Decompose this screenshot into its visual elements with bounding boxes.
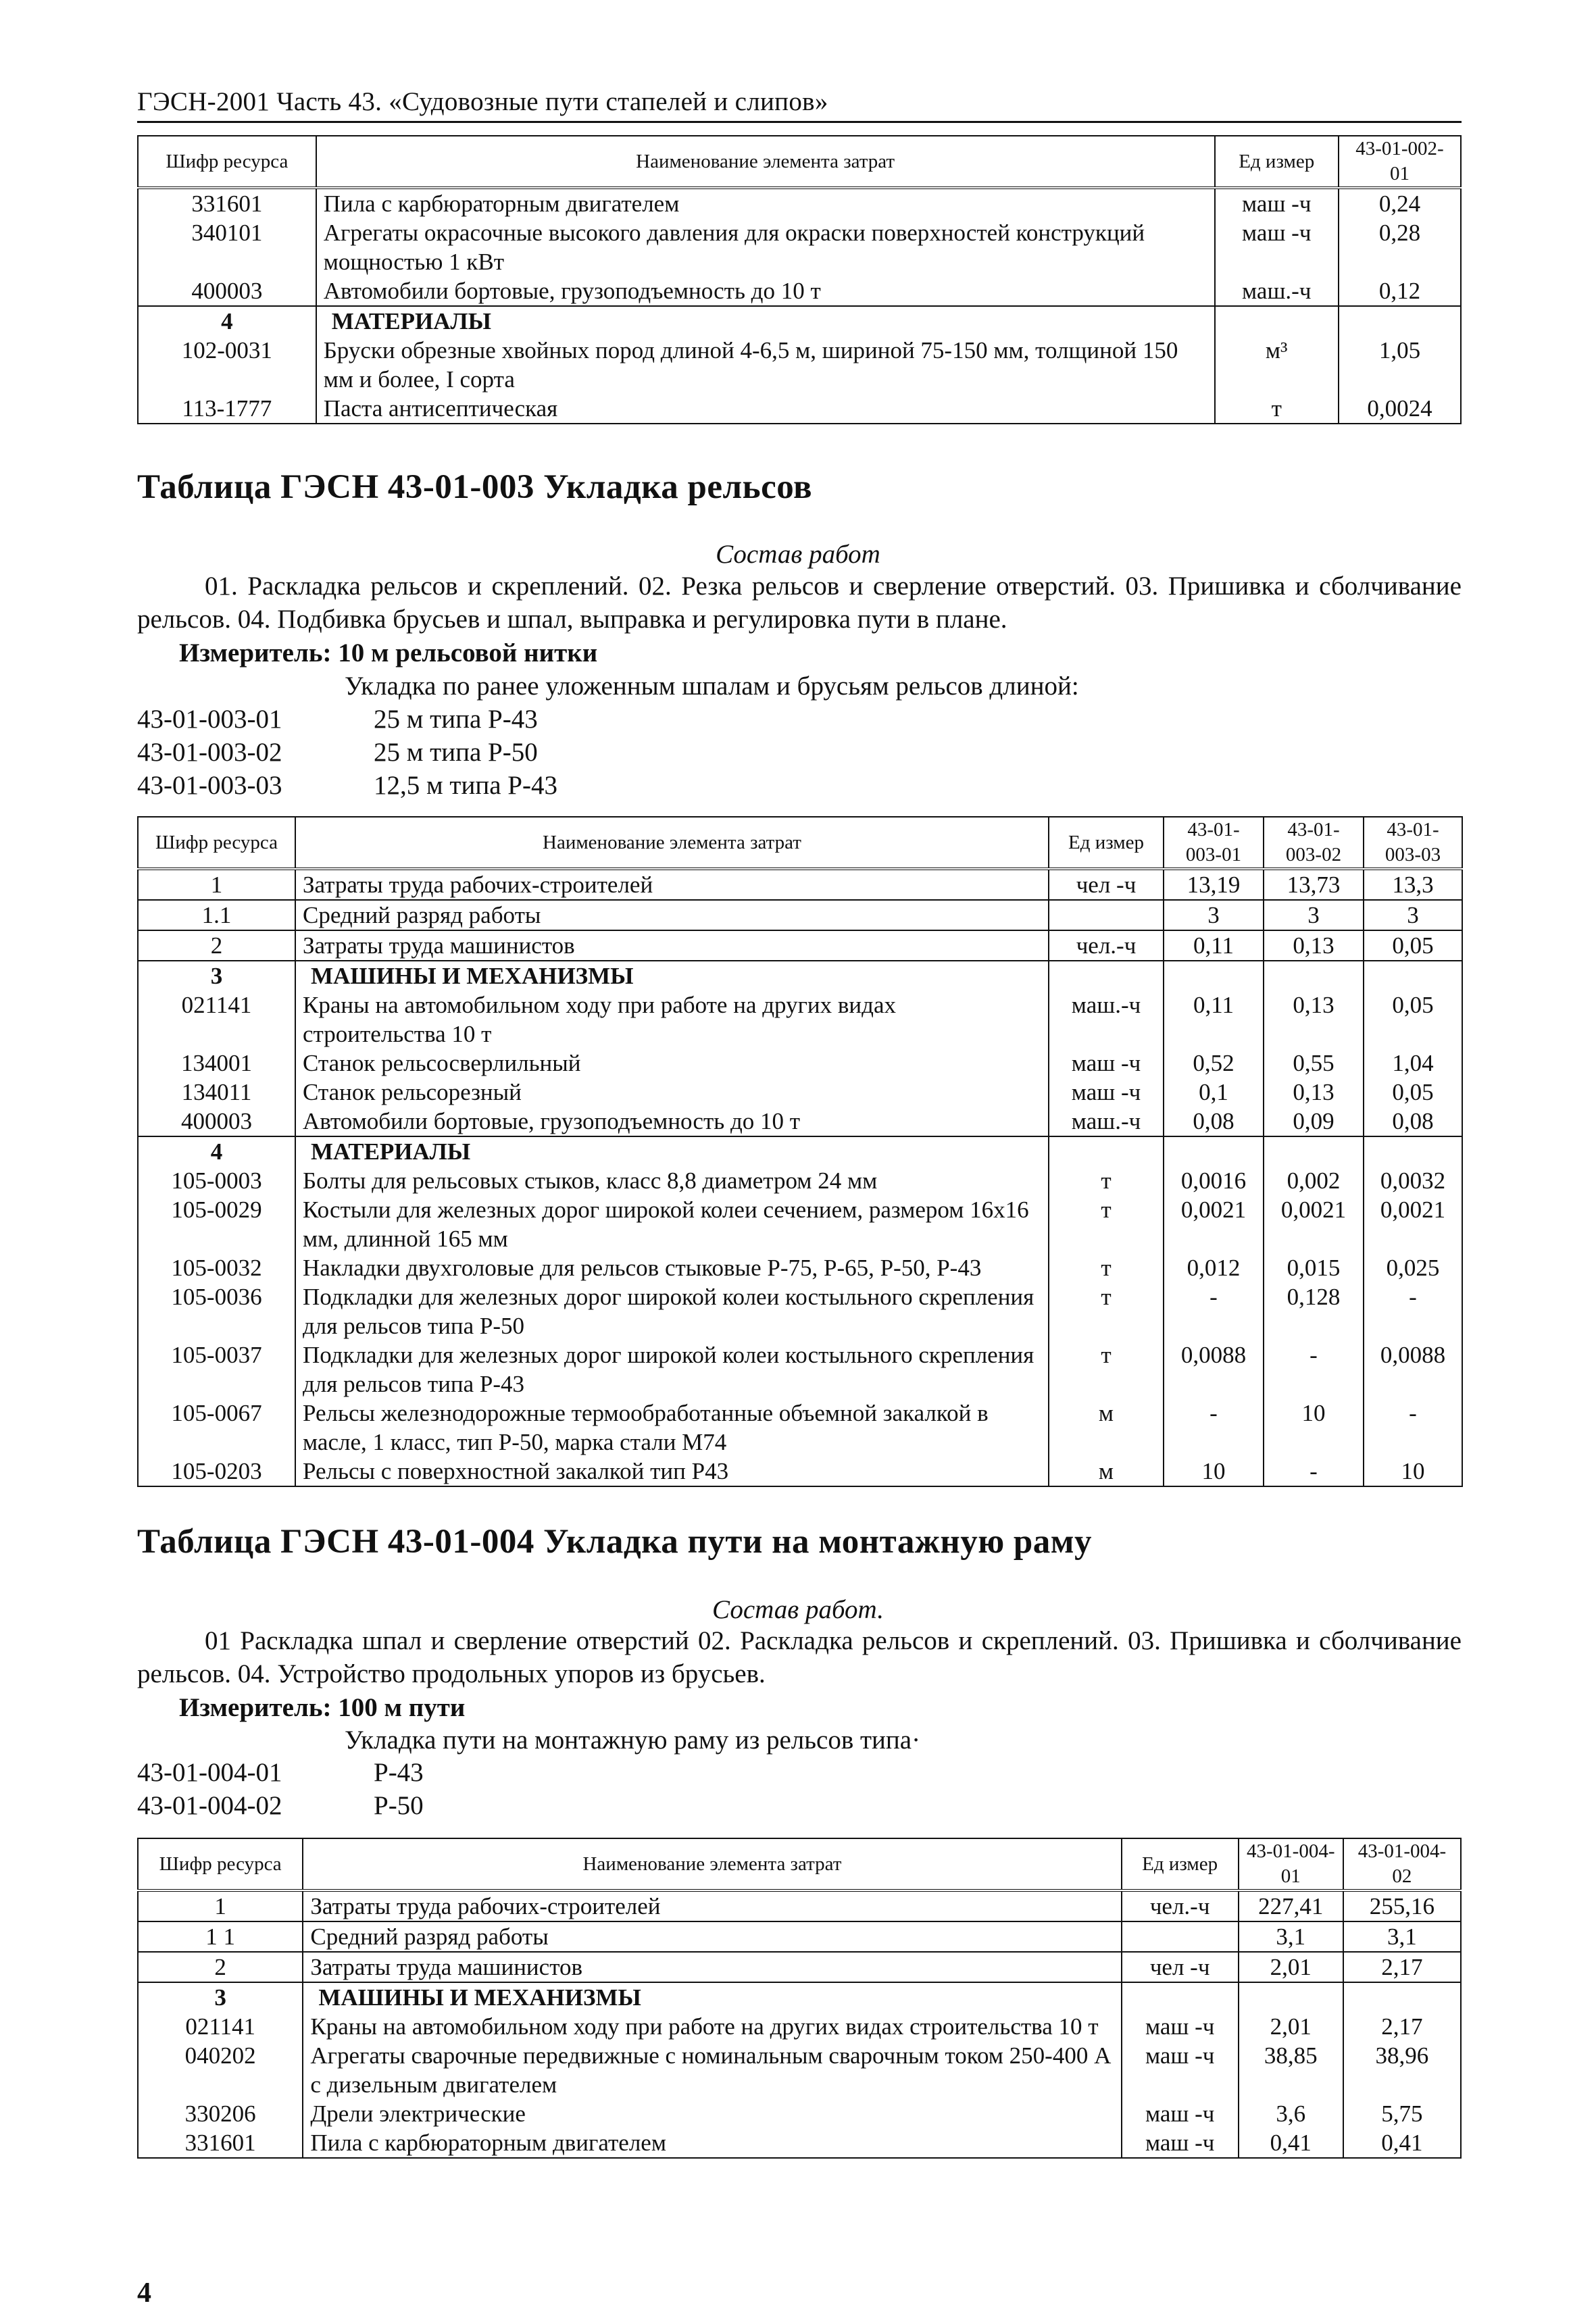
header-name: Наименование элемента затрат	[295, 817, 1049, 869]
value-cell: 38,96	[1343, 2041, 1461, 2099]
table-row	[138, 1921, 1461, 1952]
table-row	[138, 1890, 1461, 1921]
resource-name: Средний разряд работы	[295, 900, 1049, 930]
variant-desc: 25 м типа Р-43	[374, 705, 538, 734]
unit-cell: т	[1049, 1253, 1164, 1282]
resource-name: Средний разряд работы	[303, 1921, 1121, 1952]
value-cell: 2,17	[1343, 1952, 1461, 1982]
table-row	[138, 276, 1461, 306]
value-cell	[1264, 1136, 1364, 1166]
value-cell: 0,41	[1343, 2128, 1461, 2158]
header-row	[138, 1838, 1461, 1890]
measure-004	[179, 1692, 465, 1723]
unit-cell: т	[1215, 394, 1339, 424]
unit-cell: маш.-ч	[1049, 990, 1164, 1049]
variant-desc: 25 м типа Р-50	[374, 738, 538, 767]
unit-cell: чел.-ч	[1049, 930, 1164, 961]
value-cell: 0,11	[1164, 990, 1264, 1049]
value-cell: 0,09	[1264, 1107, 1364, 1136]
resource-code: 021141	[138, 2012, 303, 2041]
resource-code: 105-0036	[138, 1282, 295, 1340]
resource-code: 4	[138, 306, 316, 336]
table-row	[138, 869, 1462, 900]
value-cell: 0,24	[1339, 188, 1461, 218]
section-row	[138, 306, 1461, 336]
header-norm-code: 43-01-003-01	[1164, 817, 1264, 869]
unit-cell	[1122, 1982, 1239, 2012]
table-row	[138, 990, 1462, 1049]
value-cell: 0,08	[1164, 1107, 1264, 1136]
composition-title-003: Состав работ	[716, 540, 880, 569]
resource-code: 400003	[138, 1107, 295, 1136]
resource-code: 330206	[138, 2099, 303, 2128]
value-cell: 38,85	[1239, 2041, 1343, 2099]
value-cell: 13,19	[1164, 869, 1264, 900]
resource-name: Паста антисептическая	[316, 394, 1215, 424]
value-cell	[1364, 961, 1462, 990]
variant-row	[137, 737, 538, 768]
resource-code: 1 1	[138, 1921, 303, 1952]
variant-row	[137, 704, 538, 734]
value-cell: -	[1264, 1340, 1364, 1399]
value-cell: 3	[1164, 900, 1264, 930]
value-cell: 0,05	[1364, 1078, 1462, 1107]
value-cell: 13,73	[1264, 869, 1364, 900]
header-norm-code: 43-01-004-02	[1343, 1838, 1461, 1890]
resource-code: 105-0203	[138, 1457, 295, 1486]
table-row	[138, 2041, 1461, 2099]
unit-cell	[1049, 1136, 1164, 1166]
value-cell: 227,41	[1239, 1890, 1343, 1921]
resource-code: 105-0032	[138, 1253, 295, 1282]
value-cell: 3,6	[1239, 2099, 1343, 2128]
resource-name: Затраты труда машинистов	[295, 930, 1049, 961]
variant-row	[137, 1790, 424, 1821]
table-row	[138, 1340, 1462, 1399]
resource-name: Подкладки для железных дорог широкой колеи костыльного скрепления для рельсов типа Р-50	[295, 1282, 1049, 1340]
value-cell	[1164, 961, 1264, 990]
resource-code: 113-1777	[138, 394, 316, 424]
unit-cell: м	[1049, 1457, 1164, 1486]
variant-code: 43-01-004-02	[137, 1791, 282, 1820]
resource-code: 105-0003	[138, 1166, 295, 1195]
resource-code: 105-0067	[138, 1399, 295, 1457]
resource-name: Автомобили бортовые, грузоподъемность до 10 т	[316, 276, 1215, 306]
value-cell: 0,05	[1364, 990, 1462, 1049]
value-cell: 0,13	[1264, 930, 1364, 961]
header-norm-code: 43-01-003-03	[1364, 817, 1462, 869]
resource-table-002	[137, 135, 1462, 424]
table-row	[138, 394, 1461, 424]
value-cell	[1364, 1136, 1462, 1166]
resource-name: Пила с карбюраторным двигателем	[303, 2128, 1121, 2158]
value-cell: 0,55	[1264, 1049, 1364, 1078]
resource-name: Агрегаты окрасочные высокого давления для окраски поверхностей конструкций мощностью 1 кВт	[316, 218, 1215, 276]
composition-title-004: Состав работ.	[712, 1595, 884, 1624]
measure-label: Измеритель:	[179, 638, 332, 668]
section-row	[138, 1136, 1462, 1166]
resource-code: 3	[138, 961, 295, 990]
unit-cell: маш -ч	[1122, 2041, 1239, 2099]
resource-code: 134011	[138, 1078, 295, 1107]
header-code: Шифр ресурса	[138, 1838, 303, 1890]
table-row	[138, 930, 1462, 961]
header-norm-code: 43-01-002-01	[1339, 136, 1461, 188]
value-cell: -	[1264, 1457, 1364, 1486]
header-unit: Ед измер	[1215, 136, 1339, 188]
value-cell: -	[1164, 1282, 1264, 1340]
resource-name: МАШИНЫ И МЕХАНИЗМЫ	[303, 1982, 1121, 2012]
value-cell: 0,1	[1164, 1078, 1264, 1107]
value-cell: 0,0088	[1364, 1340, 1462, 1399]
resource-name: Костыли для железных дорог широкой колеи сечением, размером 16x16 мм, длинной 165 мм	[295, 1195, 1049, 1253]
variant-code: 43-01-003-01	[137, 705, 282, 734]
header-norm-code: 43-01-004-01	[1239, 1838, 1343, 1890]
header-unit: Ед измер	[1049, 817, 1164, 869]
variant-desc: Р-43	[374, 1758, 424, 1787]
table-row	[138, 900, 1462, 930]
value-cell	[1339, 306, 1461, 336]
running-header: ГЭСН-2001 Часть 43. «Судовозные пути стапелей и слипов»	[137, 86, 1462, 123]
table-row	[138, 1078, 1462, 1107]
section-row	[138, 1982, 1461, 2012]
resource-name: Станок рельсорезный	[295, 1078, 1049, 1107]
table-row	[138, 2128, 1461, 2158]
value-cell: 0,05	[1364, 930, 1462, 961]
resource-name: Затраты труда рабочих-строителей	[295, 869, 1049, 900]
resource-name: Краны на автомобильном ходу при работе на других видах строительства 10 т	[295, 990, 1049, 1049]
page-number: 4	[137, 2278, 151, 2309]
value-cell: 0,0021	[1164, 1195, 1264, 1253]
unit-cell: маш -ч	[1049, 1078, 1164, 1107]
resource-code: 134001	[138, 1049, 295, 1078]
value-cell: 0,025	[1364, 1253, 1462, 1282]
resource-name: МАТЕРИАЛЫ	[316, 306, 1215, 336]
header-name: Наименование элемента затрат	[303, 1838, 1121, 1890]
table-row	[138, 1107, 1462, 1136]
unit-cell: маш -ч	[1122, 2099, 1239, 2128]
table-row	[138, 1166, 1462, 1195]
table-row	[138, 336, 1461, 394]
unit-cell: т	[1049, 1166, 1164, 1195]
value-cell	[1343, 1982, 1461, 2012]
table-row	[138, 1282, 1462, 1340]
table-title-004: Таблица ГЭСН 43-01-004 Укладка пути на монтажную раму	[137, 1523, 1093, 1561]
resource-name: Бруски обрезные хвойных пород длиной 4-6,5 м, шириной 75-150 мм, толщиной 150 мм и более, I сорта	[316, 336, 1215, 394]
value-cell	[1264, 961, 1364, 990]
resource-code: 102-0031	[138, 336, 316, 394]
table-row	[138, 1952, 1461, 1982]
table-row	[138, 2099, 1461, 2128]
unit-cell: т	[1049, 1195, 1164, 1253]
value-cell: 13,3	[1364, 869, 1462, 900]
value-cell: 0,11	[1164, 930, 1264, 961]
value-cell: -	[1364, 1282, 1462, 1340]
resource-code: 105-0029	[138, 1195, 295, 1253]
value-cell	[1164, 1136, 1264, 1166]
unit-cell: маш -ч	[1049, 1049, 1164, 1078]
resource-code: 1	[138, 869, 295, 900]
value-cell: -	[1164, 1399, 1264, 1457]
resource-code: 040202	[138, 2041, 303, 2099]
resource-name: Затраты труда машинистов	[303, 1952, 1121, 1982]
value-cell: 0,128	[1264, 1282, 1364, 1340]
resource-table-004	[137, 1838, 1462, 2159]
value-cell: 3	[1264, 900, 1364, 930]
unit-cell: т	[1049, 1340, 1164, 1399]
header-norm-code: 43-01-003-02	[1264, 817, 1364, 869]
value-cell: 1,05	[1339, 336, 1461, 394]
resource-code: 3	[138, 1982, 303, 2012]
value-cell: 10	[1364, 1457, 1462, 1486]
value-cell: 0,0016	[1164, 1166, 1264, 1195]
unit-cell: чел -ч	[1049, 869, 1164, 900]
table-row	[138, 1253, 1462, 1282]
unit-cell	[1215, 306, 1339, 336]
header-name: Наименование элемента затрат	[316, 136, 1215, 188]
unit-cell	[1049, 961, 1164, 990]
value-cell: 0,13	[1264, 1078, 1364, 1107]
resource-code: 2	[138, 930, 295, 961]
unit-cell: маш -ч	[1215, 218, 1339, 276]
value-cell: 0,012	[1164, 1253, 1264, 1282]
value-cell	[1239, 1982, 1343, 2012]
measure-003	[179, 638, 597, 668]
variant-row	[137, 770, 557, 801]
measure-label: Измеритель:	[179, 1693, 332, 1722]
variants-intro-004: Укладка пути на монтажную раму из рельсов типа·	[345, 1726, 921, 1755]
resource-name: Пила с карбюраторным двигателем	[316, 188, 1215, 218]
variant-code: 43-01-003-03	[137, 771, 282, 800]
resource-code: 021141	[138, 990, 295, 1049]
resource-name: Рельсы железнодорожные термообработанные объемной закалкой в масле, 1 класс, тип Р-50, марка стали М74	[295, 1399, 1049, 1457]
value-cell: 0,0088	[1164, 1340, 1264, 1399]
value-cell: 0,41	[1239, 2128, 1343, 2158]
value-cell: 0,0021	[1264, 1195, 1364, 1253]
unit-cell: м³	[1215, 336, 1339, 394]
measure-value: 10 м рельсовой нитки	[338, 638, 598, 668]
value-cell: 0,0024	[1339, 394, 1461, 424]
value-cell: 3	[1364, 900, 1462, 930]
variant-desc: Р-50	[374, 1791, 424, 1820]
resource-name: Накладки двухголовые для рельсов стыковые Р-75, Р-65, Р-50, Р-43	[295, 1253, 1049, 1282]
header-code: Шифр ресурса	[138, 136, 316, 188]
unit-cell: чел.-ч	[1122, 1890, 1239, 1921]
resource-name: Дрели электрические	[303, 2099, 1121, 2128]
table-row	[138, 1399, 1462, 1457]
section-row	[138, 961, 1462, 990]
unit-cell: т	[1049, 1282, 1164, 1340]
value-cell: 0,0032	[1364, 1166, 1462, 1195]
unit-cell: маш -ч	[1122, 2128, 1239, 2158]
value-cell: 0,52	[1164, 1049, 1264, 1078]
resource-name: Автомобили бортовые, грузоподъемность до 10 т	[295, 1107, 1049, 1136]
value-cell: 0,13	[1264, 990, 1364, 1049]
value-cell: 0,002	[1264, 1166, 1364, 1195]
value-cell: 0,12	[1339, 276, 1461, 306]
variant-row	[137, 1757, 424, 1788]
unit-cell	[1122, 1921, 1239, 1952]
table-row	[138, 1457, 1462, 1486]
value-cell: 0,28	[1339, 218, 1461, 276]
variant-desc: 12,5 м типа Р-43	[374, 771, 557, 800]
resource-name: Краны на автомобильном ходу при работе на других видах строительства 10 т	[303, 2012, 1121, 2041]
composition-text-003: 01. Раскладка рельсов и скреплений. 02. Резка рельсов и сверление отверстий. 03. Пришивка и сболчивание рельсов. 04. Подбивка брусьев и шпал, выправка и регулировка пути в плане.	[137, 572, 1462, 634]
value-cell: 10	[1164, 1457, 1264, 1486]
value-cell: 2,01	[1239, 1952, 1343, 1982]
unit-cell: маш.-ч	[1215, 276, 1339, 306]
value-cell: 10	[1264, 1399, 1364, 1457]
resource-name: МАШИНЫ И МЕХАНИЗМЫ	[295, 961, 1049, 990]
variants-intro-003: Укладка по ранее уложенным шпалам и брусьям рельсов длиной:	[345, 672, 1079, 701]
table-row	[138, 188, 1461, 218]
resource-name: МАТЕРИАЛЫ	[295, 1136, 1049, 1166]
value-cell: 1,04	[1364, 1049, 1462, 1078]
table-row	[138, 1049, 1462, 1078]
unit-cell: маш -ч	[1215, 188, 1339, 218]
table-title-003: Таблица ГЭСН 43-01-003 Укладка рельсов	[137, 468, 813, 506]
unit-cell: м	[1049, 1399, 1164, 1457]
variant-code: 43-01-003-02	[137, 738, 282, 767]
value-cell: 2,17	[1343, 2012, 1461, 2041]
table-row	[138, 218, 1461, 276]
resource-name: Болты для рельсовых стыков, класс 8,8 диаметром 24 мм	[295, 1166, 1049, 1195]
resource-code: 4	[138, 1136, 295, 1166]
header-row	[138, 817, 1462, 869]
value-cell: 0,015	[1264, 1253, 1364, 1282]
table-row	[138, 2012, 1461, 2041]
resource-code: 400003	[138, 276, 316, 306]
unit-cell: маш.-ч	[1049, 1107, 1164, 1136]
resource-code: 1	[138, 1890, 303, 1921]
value-cell: 2,01	[1239, 2012, 1343, 2041]
measure-value: 100 м пути	[338, 1693, 466, 1722]
value-cell: 255,16	[1343, 1890, 1461, 1921]
resource-code: 2	[138, 1952, 303, 1982]
resource-name: Подкладки для железных дорог широкой колеи костыльного скрепления для рельсов типа Р-43	[295, 1340, 1049, 1399]
resource-name: Станок рельсосверлильный	[295, 1049, 1049, 1078]
resource-code: 105-0037	[138, 1340, 295, 1399]
table-row	[138, 1195, 1462, 1253]
resource-name: Затраты труда рабочих-строителей	[303, 1890, 1121, 1921]
resource-table-003	[137, 816, 1463, 1487]
resource-name: Агрегаты сварочные передвижные с номинальным сварочным током 250-400 А с дизельным двигателем	[303, 2041, 1121, 2099]
resource-code: 1.1	[138, 900, 295, 930]
header-row	[138, 136, 1461, 188]
value-cell: 0,0021	[1364, 1195, 1462, 1253]
unit-cell	[1049, 900, 1164, 930]
value-cell: -	[1364, 1399, 1462, 1457]
resource-code: 331601	[138, 2128, 303, 2158]
resource-code: 331601	[138, 188, 316, 218]
resource-code: 340101	[138, 218, 316, 276]
composition-text-004: 01 Раскладка шпал и сверление отверстий 02. Раскладка рельсов и скреплений. 03. Пришивка и сболчивание рельсов. 04. Устройство продольных упоров из брусьев.	[137, 1626, 1462, 1688]
unit-cell: чел -ч	[1122, 1952, 1239, 1982]
variant-code: 43-01-004-01	[137, 1758, 282, 1787]
header-code: Шифр ресурса	[138, 817, 295, 869]
value-cell: 5,75	[1343, 2099, 1461, 2128]
value-cell: 3,1	[1343, 1921, 1461, 1952]
value-cell: 0,08	[1364, 1107, 1462, 1136]
resource-name: Рельсы с поверхностной закалкой тип Р43	[295, 1457, 1049, 1486]
header-unit: Ед измер	[1122, 1838, 1239, 1890]
value-cell: 3,1	[1239, 1921, 1343, 1952]
unit-cell: маш -ч	[1122, 2012, 1239, 2041]
